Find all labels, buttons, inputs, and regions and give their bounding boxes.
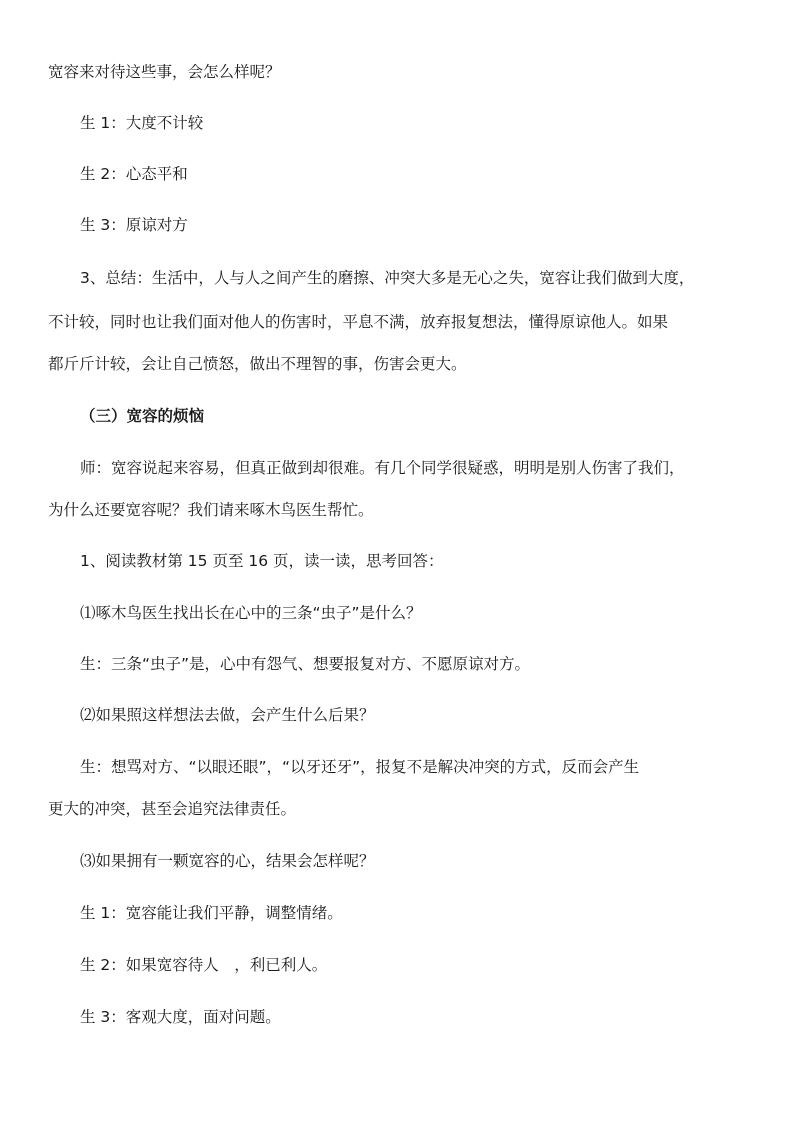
student-answer-3: 生 3：原谅对方	[80, 216, 188, 234]
question-3: ⑶如果拥有一颗宽容的心，结果会怎样呢？	[80, 852, 375, 870]
summary-line: 都斤斤计较，会让自己愤怒，做出不理智的事，伤害会更大。	[48, 355, 467, 373]
question-2: ⑵如果照这样想法去做，会产生什么后果？	[80, 706, 375, 724]
summary-line: 不计较，同时也让我们面对他人的伤害时，平息不满，放弃报复想法，懂得原谅他人。如果	[48, 313, 669, 331]
student-answer-1: 生 1：大度不计较	[80, 114, 204, 132]
teacher-line: 师：宽容说起来容易，但真正做到却很难。有几个同学很疑惑，明明是别人伤害了我们，	[80, 459, 685, 477]
student-answer-1: 生 1：宽容能让我们平静，调整情绪。	[80, 904, 343, 922]
student-answer-3: 生 3：客观大度，面对问题。	[80, 1008, 281, 1026]
question-1: ⑴啄木鸟医生找出长在心中的三条“虫子”是什么？	[80, 604, 422, 622]
answer-line: 生：三条“虫子”是，心中有怨气、想要报复对方、不愿原谅对方。	[80, 655, 531, 673]
section-heading: （三）宽容的烦恼	[80, 407, 205, 425]
student-answer-2: 生 2：如果宽容待人 ，利已利人。	[80, 956, 328, 974]
answer-line: 更大的冲突，甚至会追究法律责任。	[48, 800, 297, 818]
instruction-line: 1、阅读教材第 15 页至 16 页，读一读，思考回答：	[80, 552, 444, 570]
student-answer-2: 生 2：心态平和	[80, 165, 188, 183]
summary-line: 3、总结：生活中，人与人之间产生的磨擦、冲突大多是无心之失，宽容让我们做到大度，	[80, 269, 695, 287]
teacher-line: 为什么还要宽容呢？我们请来啄木鸟医生帮忙。	[48, 501, 374, 519]
answer-line: 生：想骂对方、“以眼还眼”，“以牙还牙”，报复不是解决冲突的方式，反而会产生	[80, 758, 640, 776]
paragraph-line: 宽容来对待这些事，会怎么样呢？	[48, 63, 281, 81]
